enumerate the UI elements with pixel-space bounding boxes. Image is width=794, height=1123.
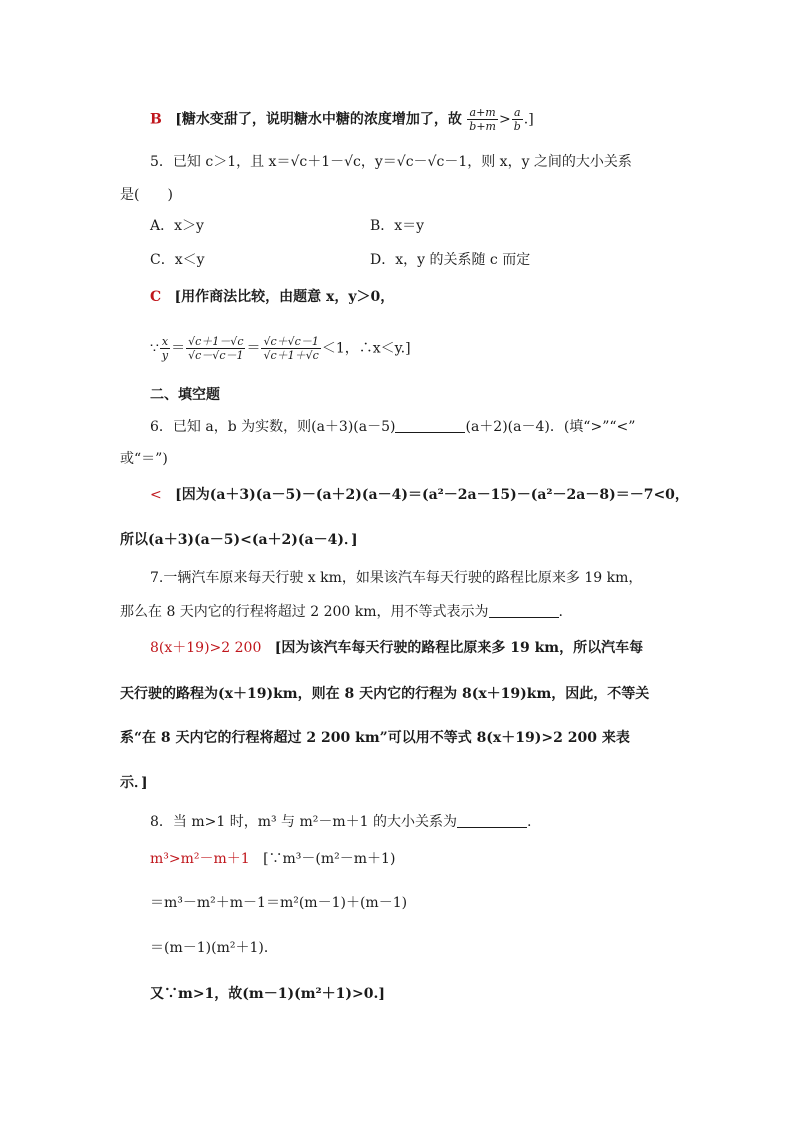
- explanation-text: [用作商法比较，由题意 x，y＞0，: [174, 289, 395, 305]
- question-5-stem: 5．已知 c＞1，且 x＝√c＋1－√c，y＝√c－√c－1，则 x，y 之间的大小关系: [150, 154, 632, 170]
- answer-value: m³>m²－m＋1: [150, 851, 250, 867]
- explanation-text: 示．]: [120, 775, 148, 791]
- explanation-text: 天行驶的路程为(x＋19)km，则在 8 天内它的行程为 8(x＋19)km，因此，不等关: [120, 686, 650, 702]
- answer-value: <: [150, 487, 162, 503]
- section-title: 二、填空题: [150, 387, 220, 403]
- explanation-text: 系“在 8 天内它的行程将超过 2 200 km”可以用不等式 8(x＋19)>2 200 来表: [120, 730, 630, 746]
- q6-answer-line: [150, 485, 689, 505]
- question-6-stem: 6．已知 a，b 为实数，则(a＋3)(a－5) (a＋2)(a－4)．(填“>”“<”: [150, 419, 636, 435]
- fraction: $\frac{x}{y}$: [161, 335, 169, 362]
- question-5-stem-cont: 是( ): [120, 187, 173, 203]
- question-7-stem: 7.一辆汽车原来每天行驶 x km，如果该汽车每天行驶的路程比原来多 19 km，: [150, 570, 643, 586]
- answer-letter: C: [150, 289, 162, 305]
- answer-letter: B: [150, 111, 162, 128]
- q4-answer-line: B [糖水变甜了，说明糖水中糖的浓度增加了，故 $\frac{a+m}{b+m}$ > $\frac{a}{b}$ .]: [150, 106, 534, 133]
- fraction: $\frac{a+m}{b+m}$: [469, 106, 496, 133]
- explanation-text: [因为该汽车每天行驶的路程比原来多 19 km，所以汽车每: [274, 640, 644, 656]
- explanation-text: [∵m³－(m²－m＋1): [263, 851, 396, 867]
- answer-blank: [489, 603, 559, 618]
- q5-derivation: ∵ $\frac{x}{y}$ ＝ $\frac{√c+1-√c}{√c-√c-1}$ ＝ $\frac{√c+√c-1}{√c+1+√c}$ ＜1，∴x＜y.]: [150, 335, 411, 362]
- q7-answer-line: [150, 638, 643, 658]
- option-c: C．x＜y: [150, 252, 205, 268]
- explanation-text: 所以(a＋3)(a－5)<(a＋2)(a－4)．]: [120, 532, 358, 548]
- option-d: D．x，y 的关系随 c 而定: [370, 252, 531, 268]
- explanation-text: 又∵m>1，故(m－1)(m²＋1)>0.]: [150, 986, 385, 1002]
- answer-value: 8(x＋19)>2 200: [150, 640, 262, 656]
- q8-answer-line: [150, 849, 395, 869]
- fraction: $\frac{√c+1-√c}{√c-√c-1}$: [188, 335, 244, 362]
- option-a: A．x＞y: [150, 218, 204, 234]
- fraction: $\frac{√c+√c-1}{√c+1+√c}$: [263, 335, 319, 362]
- question-6-stem-cont: 或“＝”): [120, 451, 168, 467]
- explanation-text: ＝(m－1)(m²＋1)．: [150, 940, 278, 956]
- question-8-stem: 8．当 m>1 时，m³ 与 m²－m＋1 的大小关系为 .: [150, 814, 532, 830]
- question-7-stem-cont: 那么在 8 天内它的行程将超过 2 200 km，用不等式表示为 .: [120, 604, 563, 620]
- explanation-text: [因为(a＋3)(a－5)－(a＋2)(a－4)＝(a²－2a－15)－(a²－2a－8)＝－7<0，: [175, 487, 689, 503]
- answer-blank: [457, 813, 527, 828]
- explanation-text: [糖水变甜了，说明糖水中糖的浓度增加了，故: [175, 111, 462, 128]
- option-b: B．x＝y: [370, 218, 425, 234]
- answer-blank: [395, 418, 465, 433]
- q5-answer-line: [150, 287, 394, 307]
- explanation-text: ＝m³－m²＋m－1＝m²(m－1)＋(m－1): [150, 895, 408, 911]
- fraction: $\frac{a}{b}$: [513, 106, 521, 133]
